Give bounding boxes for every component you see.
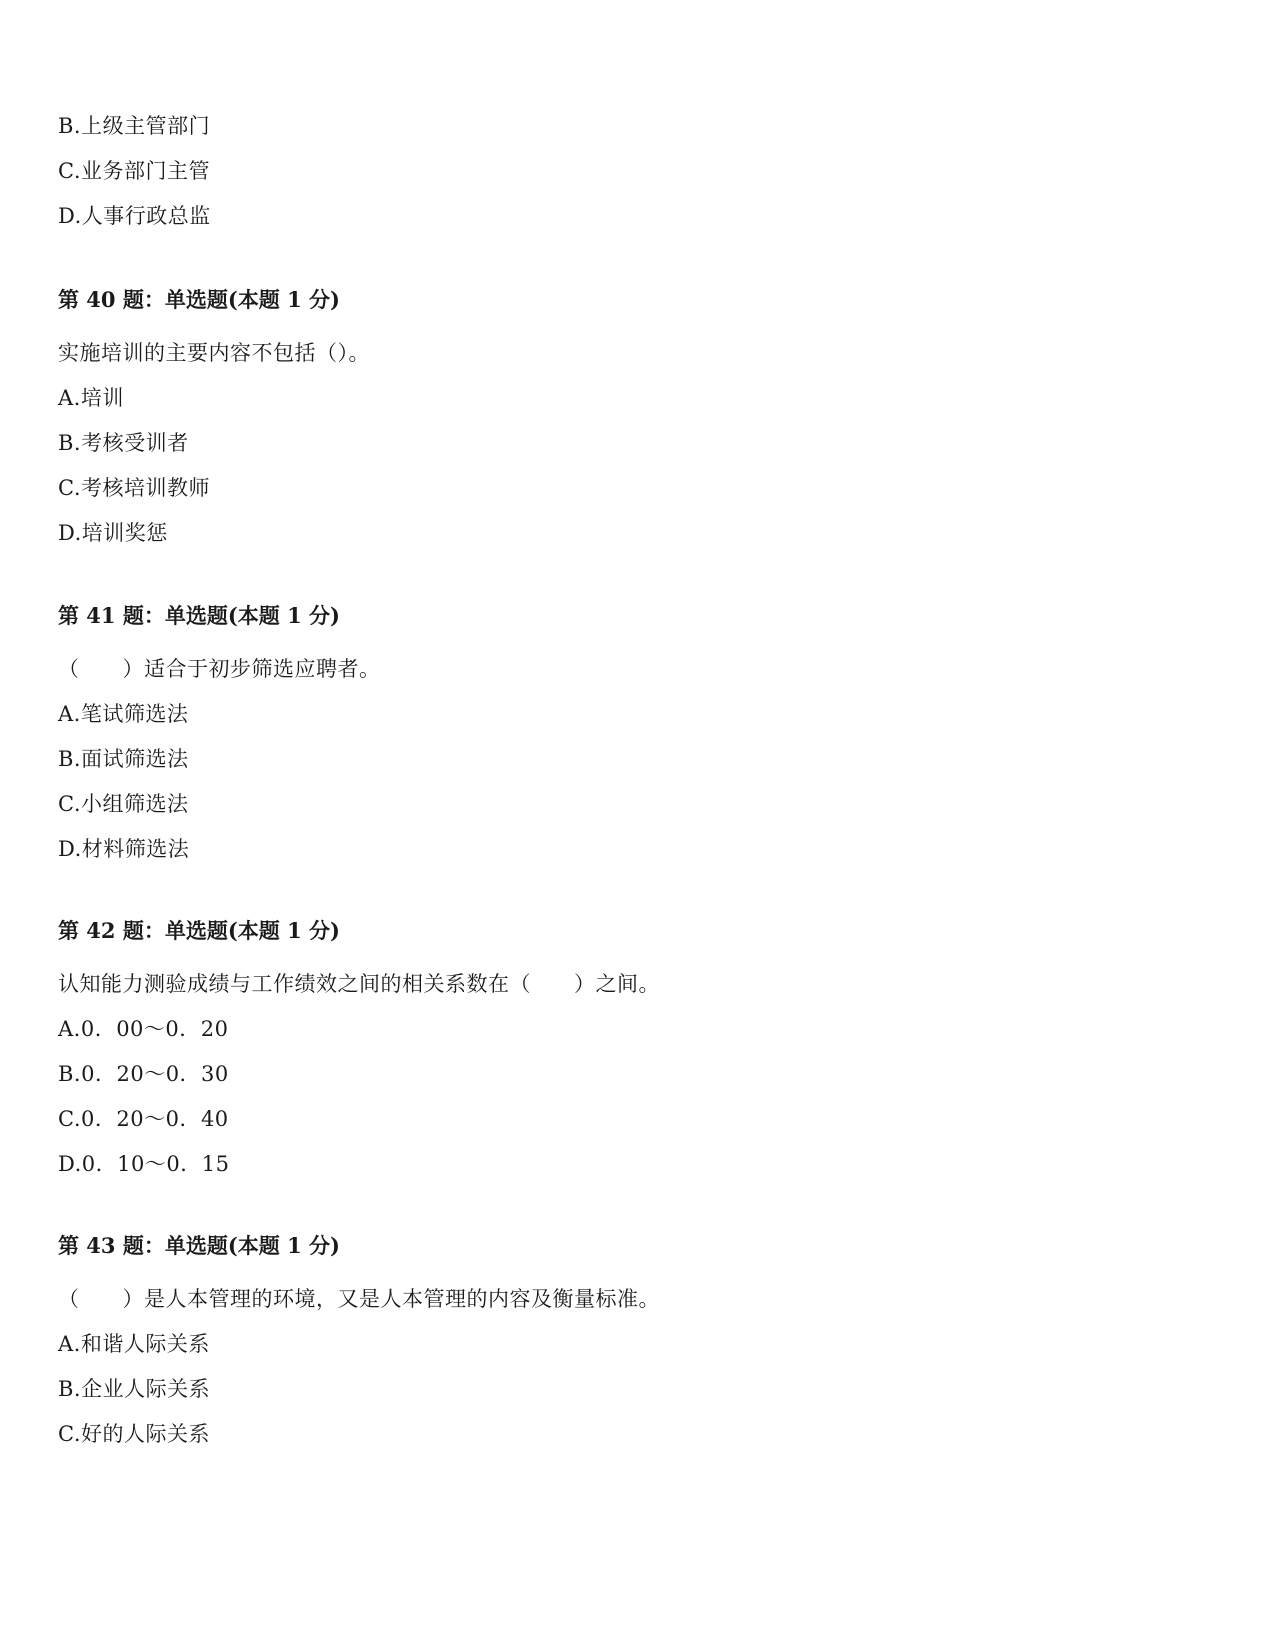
option-line: C.0．20～0．40 — [58, 1107, 229, 1131]
option-line: B.上级主管部门 — [58, 114, 211, 138]
option-line: C.好的人际关系 — [58, 1422, 210, 1446]
option-line: D.培训奖惩 — [58, 521, 168, 545]
question-heading: 第 40 题：单选题(本题 1 分) — [58, 287, 340, 312]
option-line: C.考核培训教师 — [58, 476, 210, 500]
question-41 — [58, 603, 381, 881]
question-40 — [58, 287, 370, 565]
question-stem: （ ）适合于初步筛选应聘者。 — [58, 657, 381, 681]
question-stem: （ ）是人本管理的环境，又是人本管理的内容及衡量标准。 — [58, 1287, 660, 1311]
option-line: B.0．20～0．30 — [58, 1062, 229, 1086]
continued-options — [58, 113, 211, 248]
option-line: C.小组筛选法 — [58, 792, 189, 816]
option-line: D.材料筛选法 — [58, 837, 190, 861]
option-line: A.和谐人际关系 — [58, 1332, 210, 1356]
option-line: A.笔试筛选法 — [58, 702, 189, 726]
option-line: A.0．00～0．20 — [58, 1017, 229, 1041]
option-line: D.人事行政总监 — [58, 204, 211, 228]
question-43 — [58, 1233, 660, 1466]
option-line: A.培训 — [58, 386, 124, 410]
option-line: B.考核受训者 — [58, 431, 189, 455]
option-line: D.0．10～0．15 — [58, 1152, 230, 1176]
question-stem: 认知能力测验成绩与工作绩效之间的相关系数在（ ）之间。 — [58, 972, 660, 996]
option-line: B.面试筛选法 — [58, 747, 189, 771]
question-stem: 实施培训的主要内容不包括（）。 — [58, 341, 370, 365]
option-line: B.企业人际关系 — [58, 1377, 211, 1401]
question-heading: 第 43 题：单选题(本题 1 分) — [58, 1233, 340, 1258]
question-42 — [58, 918, 660, 1196]
question-heading: 第 42 题：单选题(本题 1 分) — [58, 918, 340, 943]
question-heading: 第 41 题：单选题(本题 1 分) — [58, 603, 340, 628]
option-line: C.业务部门主管 — [58, 159, 210, 183]
